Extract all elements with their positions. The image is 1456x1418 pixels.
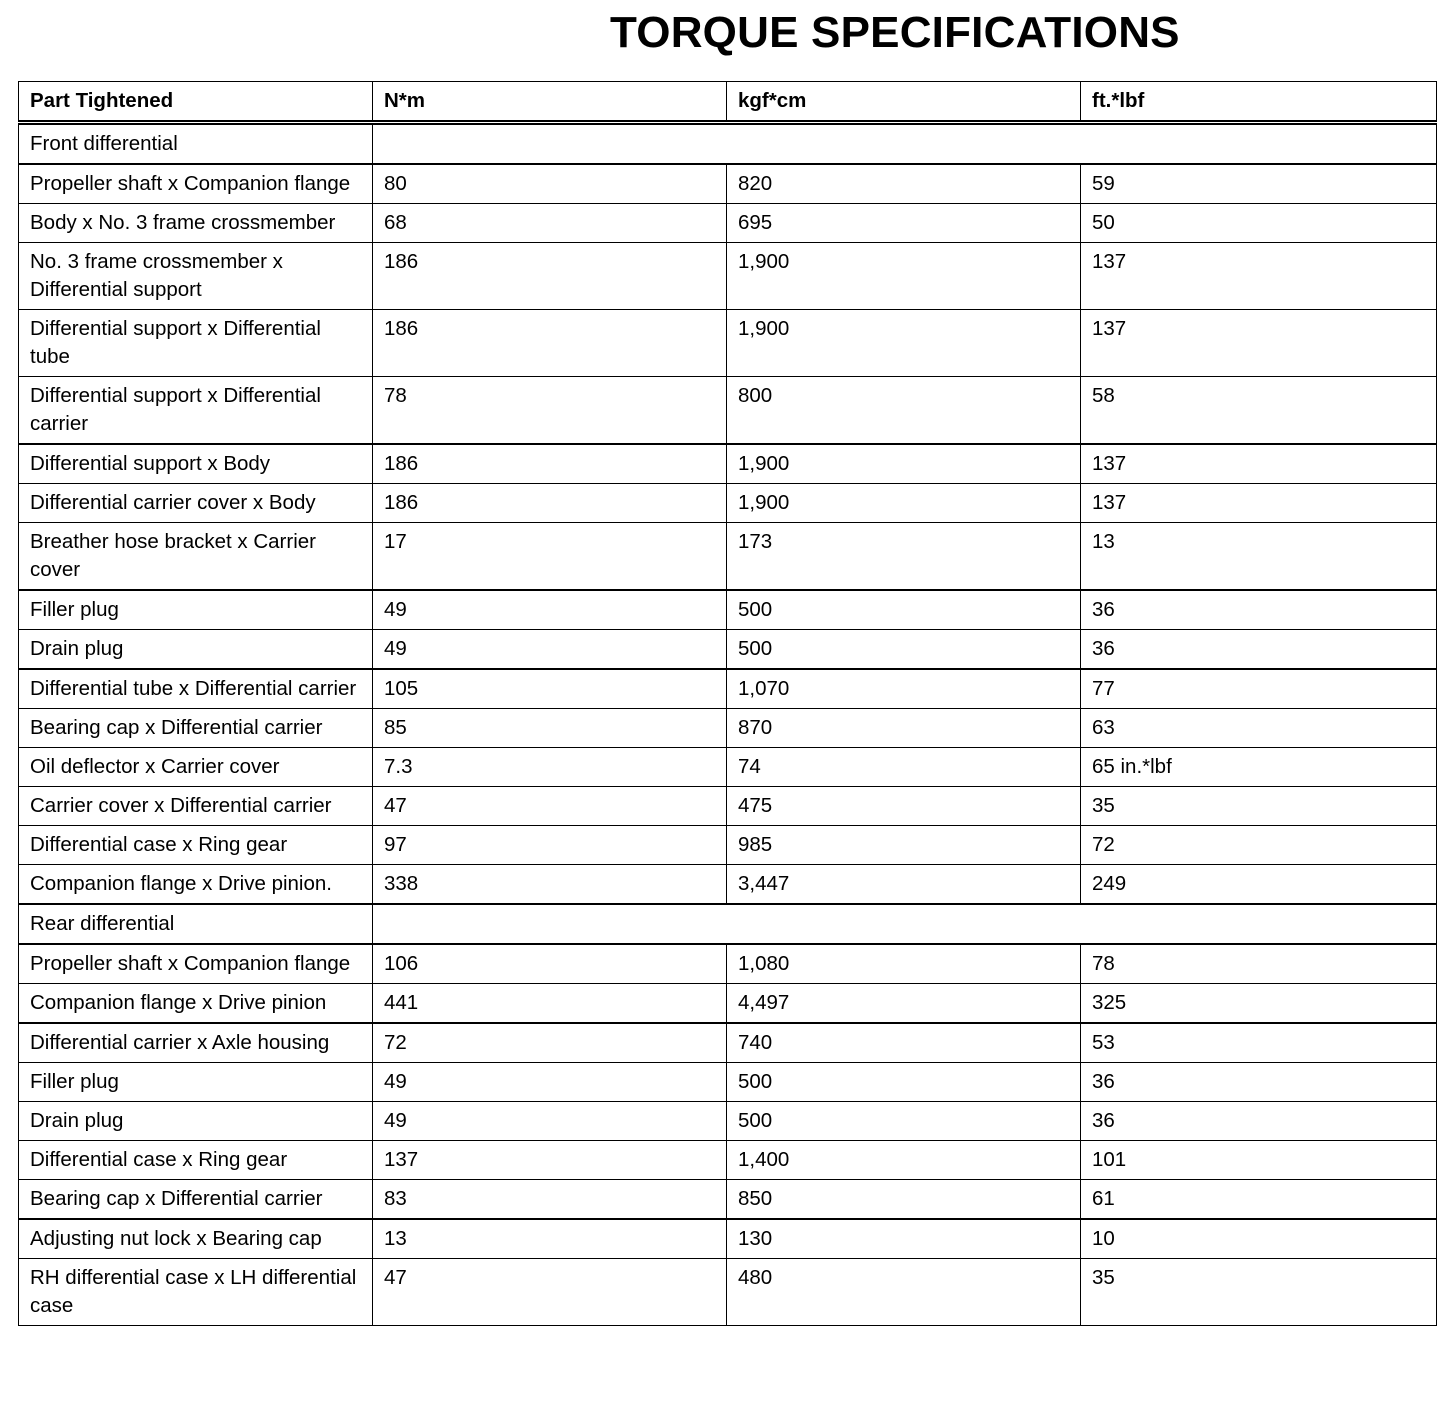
nm-cell: 97	[373, 826, 727, 865]
ftlbf-cell: 35	[1081, 1259, 1437, 1326]
nm-cell: 105	[373, 669, 727, 709]
table-row	[19, 1259, 1437, 1326]
ftlbf-cell: 137	[1081, 310, 1437, 377]
ftlbf-cell: 101	[1081, 1141, 1437, 1180]
table-row	[19, 1023, 1437, 1063]
table-row	[19, 204, 1437, 243]
table-row	[19, 1063, 1437, 1102]
part-cell: Propeller shaft x Companion flange	[19, 944, 373, 984]
nm-cell: 49	[373, 1102, 727, 1141]
ftlbf-cell: 325	[1081, 984, 1437, 1024]
ftlbf-cell: 61	[1081, 1180, 1437, 1220]
kgfcm-cell: 850	[727, 1180, 1081, 1220]
kgfcm-cell: 130	[727, 1219, 1081, 1259]
part-cell: Carrier cover x Differential carrier	[19, 787, 373, 826]
table-row	[19, 1219, 1437, 1259]
part-cell: Companion flange x Drive pinion	[19, 984, 373, 1024]
ftlbf-cell: 53	[1081, 1023, 1437, 1063]
kgfcm-cell: 1,900	[727, 243, 1081, 310]
section-empty-cell	[373, 123, 1437, 165]
column-header-nm: N*m	[373, 82, 727, 123]
table-row	[19, 630, 1437, 670]
table-row	[19, 984, 1437, 1024]
part-cell: RH differential case x LH differential case	[19, 1259, 373, 1326]
nm-cell: 78	[373, 377, 727, 445]
section-title: Front differential	[19, 123, 373, 165]
part-cell: Oil deflector x Carrier cover	[19, 748, 373, 787]
part-cell: Differential tube x Differential carrier	[19, 669, 373, 709]
kgfcm-cell: 500	[727, 590, 1081, 630]
part-cell: Adjusting nut lock x Bearing cap	[19, 1219, 373, 1259]
part-cell: Differential support x Differential tube	[19, 310, 373, 377]
nm-cell: 17	[373, 523, 727, 591]
part-cell: Propeller shaft x Companion flange	[19, 164, 373, 204]
ftlbf-cell: 35	[1081, 787, 1437, 826]
ftlbf-cell: 36	[1081, 1063, 1437, 1102]
kgfcm-cell: 173	[727, 523, 1081, 591]
table-row	[19, 826, 1437, 865]
nm-cell: 47	[373, 787, 727, 826]
part-cell: Differential carrier x Axle housing	[19, 1023, 373, 1063]
part-cell: Differential case x Ring gear	[19, 826, 373, 865]
nm-cell: 80	[373, 164, 727, 204]
table-header-row	[19, 82, 1437, 123]
kgfcm-cell: 1,900	[727, 444, 1081, 484]
table-row	[19, 377, 1437, 445]
nm-cell: 13	[373, 1219, 727, 1259]
table-row	[19, 787, 1437, 826]
kgfcm-cell: 1,900	[727, 310, 1081, 377]
part-cell: Differential support x Body	[19, 444, 373, 484]
nm-cell: 68	[373, 204, 727, 243]
kgfcm-cell: 500	[727, 630, 1081, 670]
table-row	[19, 590, 1437, 630]
ftlbf-cell: 77	[1081, 669, 1437, 709]
part-cell: Filler plug	[19, 1063, 373, 1102]
nm-cell: 338	[373, 865, 727, 905]
ftlbf-cell: 78	[1081, 944, 1437, 984]
ftlbf-cell: 137	[1081, 243, 1437, 310]
ftlbf-cell: 65 in.*lbf	[1081, 748, 1437, 787]
nm-cell: 106	[373, 944, 727, 984]
part-cell: No. 3 frame crossmember x Differential support	[19, 243, 373, 310]
table-row	[19, 1102, 1437, 1141]
table-row	[19, 669, 1437, 709]
page-title: TORQUE SPECIFICATIONS	[610, 8, 1180, 57]
part-cell: Filler plug	[19, 590, 373, 630]
kgfcm-cell: 3,447	[727, 865, 1081, 905]
section-title: Rear differential	[19, 904, 373, 944]
kgfcm-cell: 740	[727, 1023, 1081, 1063]
kgfcm-cell: 500	[727, 1102, 1081, 1141]
column-header-kgfcm: kgf*cm	[727, 82, 1081, 123]
ftlbf-cell: 137	[1081, 444, 1437, 484]
ftlbf-cell: 58	[1081, 377, 1437, 445]
kgfcm-cell: 4,497	[727, 984, 1081, 1024]
part-cell: Bearing cap x Differential carrier	[19, 1180, 373, 1220]
ftlbf-cell: 36	[1081, 630, 1437, 670]
nm-cell: 49	[373, 1063, 727, 1102]
nm-cell: 47	[373, 1259, 727, 1326]
kgfcm-cell: 500	[727, 1063, 1081, 1102]
nm-cell: 49	[373, 630, 727, 670]
part-cell: Drain plug	[19, 1102, 373, 1141]
ftlbf-cell: 50	[1081, 204, 1437, 243]
ftlbf-cell: 36	[1081, 590, 1437, 630]
kgfcm-cell: 870	[727, 709, 1081, 748]
kgfcm-cell: 480	[727, 1259, 1081, 1326]
ftlbf-cell: 249	[1081, 865, 1437, 905]
nm-cell: 186	[373, 484, 727, 523]
kgfcm-cell: 800	[727, 377, 1081, 445]
ftlbf-cell: 63	[1081, 709, 1437, 748]
part-cell: Body x No. 3 frame crossmember	[19, 204, 373, 243]
nm-cell: 83	[373, 1180, 727, 1220]
kgfcm-cell: 695	[727, 204, 1081, 243]
part-cell: Breather hose bracket x Carrier cover	[19, 523, 373, 591]
column-header-ftlbf: ft.*lbf	[1081, 82, 1437, 123]
part-cell: Differential support x Differential carrier	[19, 377, 373, 445]
kgfcm-cell: 475	[727, 787, 1081, 826]
nm-cell: 441	[373, 984, 727, 1024]
nm-cell: 186	[373, 243, 727, 310]
ftlbf-cell: 10	[1081, 1219, 1437, 1259]
ftlbf-cell: 13	[1081, 523, 1437, 591]
kgfcm-cell: 1,070	[727, 669, 1081, 709]
part-cell: Differential case x Ring gear	[19, 1141, 373, 1180]
table-row	[19, 944, 1437, 984]
part-cell: Companion flange x Drive pinion.	[19, 865, 373, 905]
table-row	[19, 484, 1437, 523]
kgfcm-cell: 1,400	[727, 1141, 1081, 1180]
kgfcm-cell: 985	[727, 826, 1081, 865]
table-body	[19, 123, 1437, 1326]
ftlbf-cell: 59	[1081, 164, 1437, 204]
kgfcm-cell: 820	[727, 164, 1081, 204]
part-cell: Bearing cap x Differential carrier	[19, 709, 373, 748]
ftlbf-cell: 72	[1081, 826, 1437, 865]
column-header-part: Part Tightened	[19, 82, 373, 123]
table-row	[19, 865, 1437, 905]
table-row	[19, 1180, 1437, 1220]
table-row	[19, 1141, 1437, 1180]
section-empty-cell	[373, 904, 1437, 944]
table-row	[19, 310, 1437, 377]
section-row	[19, 904, 1437, 944]
table-row	[19, 243, 1437, 310]
part-cell: Drain plug	[19, 630, 373, 670]
table-row	[19, 748, 1437, 787]
nm-cell: 137	[373, 1141, 727, 1180]
nm-cell: 72	[373, 1023, 727, 1063]
section-row	[19, 123, 1437, 165]
table-row	[19, 523, 1437, 591]
table-row	[19, 444, 1437, 484]
table-row	[19, 709, 1437, 748]
part-cell: Differential carrier cover x Body	[19, 484, 373, 523]
kgfcm-cell: 1,900	[727, 484, 1081, 523]
ftlbf-cell: 36	[1081, 1102, 1437, 1141]
table-row	[19, 164, 1437, 204]
nm-cell: 186	[373, 310, 727, 377]
kgfcm-cell: 74	[727, 748, 1081, 787]
nm-cell: 85	[373, 709, 727, 748]
nm-cell: 7.3	[373, 748, 727, 787]
ftlbf-cell: 137	[1081, 484, 1437, 523]
nm-cell: 186	[373, 444, 727, 484]
torque-spec-table	[18, 81, 1437, 1326]
nm-cell: 49	[373, 590, 727, 630]
kgfcm-cell: 1,080	[727, 944, 1081, 984]
